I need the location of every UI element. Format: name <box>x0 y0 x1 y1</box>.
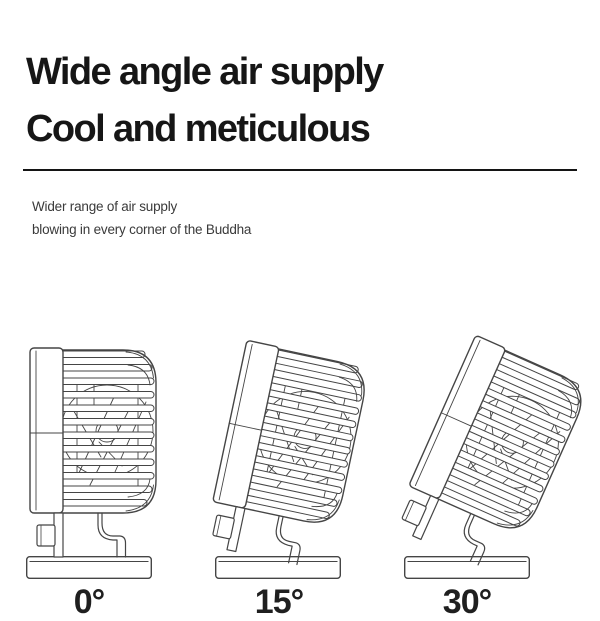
divider-rule <box>23 169 577 171</box>
fan-base-0deg <box>26 556 152 579</box>
fan-drawing-15deg <box>201 337 375 574</box>
page-title <box>26 44 383 158</box>
subtitle <box>32 195 251 241</box>
angle-label-15deg: 15° <box>254 583 304 621</box>
angle-label-30deg: 30° <box>442 583 492 621</box>
fan-drawing-0deg <box>28 345 160 559</box>
subtitle-line-1: Wider range of air supply <box>32 199 178 214</box>
subtitle-line-2: blowing in every corner of the Buddha <box>32 222 252 237</box>
title-line-2: Cool and meticulous <box>26 108 370 150</box>
fan-drawing-30deg <box>388 332 596 581</box>
angle-label-0deg: 0° <box>73 583 105 621</box>
title-line-1: Wide angle air supply <box>26 51 383 93</box>
